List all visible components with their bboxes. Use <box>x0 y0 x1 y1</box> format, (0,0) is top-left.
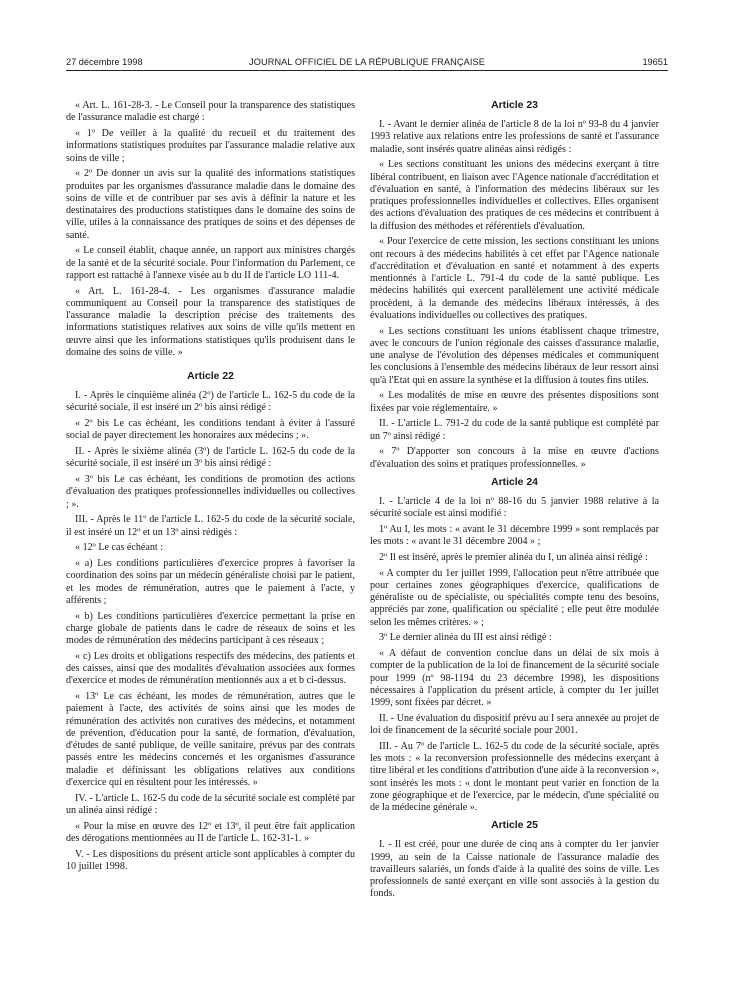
paragraph: I. - Il est créé, pour une durée de cinq ans à compter du 1er janvier 1999, au sein de la Caisse nationale de l'assurance maladie des travailleurs salariés, un fonds d'aide à la qualité des soins de ville. Les professionnels de santé exerçant en ville sont associés à la gestion du fonds. <box>370 839 659 900</box>
paragraph: I. - L'article 4 de la loi nº 88-16 du 5 janvier 1988 relative à la sécurité sociale est ainsi modifié : <box>370 495 659 519</box>
paragraph: II. - Après le sixième alinéa (3º) de l'article L. 162-5 du code de la sécurité sociale, il est inséré un 3º bis ainsi rédigé : <box>66 446 355 470</box>
paragraph: 3º Le dernier alinéa du III est ainsi rédigé : <box>379 632 552 644</box>
paragraph: « Les sections constituant les unions des médecins exerçant à titre libéral contribuent, en liaison avec l'Agence nationale d'accréditation et d'évaluation en santé, à l'information des médecins libéraux sur les pratiques professionnelles individuelles et collectives. Elles organisent des actions d'évaluation des pratiques de ces médecins et contribuent à la diffusion des méthodes et référentiels d'évaluation. <box>370 159 659 232</box>
paragraph: « 13º Le cas échéant, les modes de rémunération, autres que le paiement à l'acte, des activités de soins ainsi que les modes de rémunération des activités non curatives des médecins, et notamment de prévention, d'éducation pour la santé, de formation, d'évaluation, d'études de santé publique, de veille sanitaire, prévus par des contrats passés entre les médecins concernés et les organismes d'assurance maladie et définissant les obligations relatives aux conditions d'exercice qui en résultent pour les intéressés. » <box>66 691 355 788</box>
paragraph: « Pour l'exercice de cette mission, les sections constituant les unions ont recours à des médecins habilités à cet effet par l'Agence nationale d'accréditation et d'évaluation en santé et notamment à des experts mentionnés à l'article L. 791-4 du code de la santé publique. Les médecins habilités qui exercent parallèlement une activité médicale procèdent, à la demande des médecins libéraux intéressés, à des évaluations individuelles ou collectives des pratiques. <box>370 236 659 321</box>
header-journal-title: JOURNAL OFFICIEL DE LA RÉPUBLIQUE FRANÇAISE <box>249 57 485 67</box>
paragraph: I. - Avant le dernier alinéa de l'article 8 de la loi nº 93-8 du 4 janvier 1993 relative aux relations entre les professions de santé et l'assurance maladie, sont insérés quatre alinéas ainsi rédigés : <box>370 119 659 155</box>
paragraph: « Le conseil établit, chaque année, un rapport aux ministres chargés de la santé et de la sécurité sociale. Pour l'information du Parlement, ce rapport est rattaché à l'annexe visée au b du II de l'article LO 111-4. <box>66 245 355 281</box>
paragraph: « 2º De donner un avis sur la qualité des informations statistiques produites par les organismes d'assurance maladie dans le domaine des soins de ville et de contribuer par ses avis à définir la nature et les destinataires des productions statistiques dans le domaine des soins de ville, utiles à la connaissance des pratiques de soins et des dépenses de santé. <box>66 168 355 241</box>
paragraph: III. - Au 7º de l'article L. 162-5 du code de la sécurité sociale, après les mots : « la reconversion professionnelle des médecins exerçant à titre libéral et les conditions d'attribution d'une aide à la reconversion », sont insérés les mots : « dont le montant peut varier en fonction de la zone géographique et de l'exercice, par le médecin, d'une spécialité ou de la médecine générale ». <box>370 740 659 813</box>
paragraph: « A défaut de convention conclue dans un délai de six mois à compter de la publication de la loi de financement de la sécurité sociale pour 1999 (nº 98-1194 du 23 décembre 1998), les dispositions nécessaires à l'application du présent article, à compter du 1er juillet 1999, sont fixées par décret. » <box>370 648 659 708</box>
paragraph: I. - Après le cinquième alinéa (2º) de l'article L. 162-5 du code de la sécurité sociale, il est inséré un 2º bis ainsi rédigé : <box>66 390 355 414</box>
paragraph: « 7º D'apporter son concours à la mise en œuvre d'actions d'évaluation des soins et pratiques professionnelles. » <box>370 446 659 470</box>
article-23-title: Article 23 <box>491 100 538 111</box>
paragraph: « Art. L. 161-28-3. - Le Conseil pour la transparence des statistiques de l'assurance maladie est chargé : <box>66 100 355 124</box>
paragraph: IV. - L'article L. 162-5 du code de la sécurité sociale est complété par un alinéa ainsi rédigé : <box>66 792 355 816</box>
paragraph: 2º Il est inséré, après le premier alinéa du I, un alinéa ainsi rédigé : <box>379 551 648 563</box>
right-column <box>370 100 659 904</box>
paragraph: « 2º bis Le cas échéant, les conditions tendant à éviter à l'assuré social de payer directement les honoraires aux médecins ; ». <box>66 418 355 442</box>
header-page-number: 19651 <box>642 57 668 67</box>
paragraph: « 1º De veiller à la qualité du recueil et du traitement des informations statistiques produites par l'assurance maladie relative aux soins de ville ; <box>66 128 355 164</box>
header-date: 27 décembre 1998 <box>66 57 143 67</box>
paragraph: II. - Une évaluation du dispositif prévu au I sera annexée au projet de loi de financement de la sécurité sociale pour 2001. <box>370 712 659 736</box>
left-column <box>66 100 355 877</box>
paragraph: 1º Au I, les mots : « avant le 31 décembre 1999 » sont remplacés par les mots : « avant le 31 décembre 2004 » ; <box>370 523 659 547</box>
paragraph: « b) Les conditions particulières d'exercice permettant la prise en charge globale de patients dans le cadre de réseaux de soins et les modes de rémunération des médecins participant à ces réseaux ; <box>66 610 355 646</box>
paragraph: « c) Les droits et obligations respectifs des médecins, des patients et des caisses, ainsi que des modalités d'évaluation associées aux formes d'exercice et modes de rémunération mentionnés aux a et b ci-dessus. <box>66 650 355 687</box>
paragraph: « 12º Le cas échéant : <box>75 542 164 554</box>
article-25-title: Article 25 <box>491 820 538 832</box>
article-24-title: Article 24 <box>491 476 538 488</box>
paragraph: III. - Après le 11º de l'article L. 162-5 du code de la sécurité sociale, il est inséré un 12º et un 13º ainsi rédigés : <box>66 514 355 538</box>
article-22-title: Article 22 <box>187 371 234 382</box>
paragraph: « Les sections constituant les unions établissent chaque trimestre, avec le concours de l'union régionale des caisses d'assurance maladie, une analyse de l'évolution des dépenses médicales et communiquent les conclusions à l'ensemble des médecins libéraux de leur ressort ainsi qu'à l'Etat qui en assure la synthèse et la diffusion à toutes fins utiles. <box>370 325 659 386</box>
paragraph: « A compter du 1er juillet 1999, l'allocation peut n'être attribuée que pour certaines zones géographiques d'exercice, qualifications de généraliste ou de spécialiste, ou spécialités compte tenu des besoins, appréciés par zone, qualification ou spécialité ; elle peut être modulée selon les mêmes critères. » ; <box>370 567 659 628</box>
paragraph: II. - L'article L. 791-2 du code de la santé publique est complété par un 7º ainsi rédigé : <box>370 418 659 442</box>
paragraph: V. - Les dispositions du présent article sont applicables à compter du 10 juillet 1998. <box>66 848 355 872</box>
paragraph: « Pour la mise en œuvre des 12º et 13º, il peut être fait application des dérogations mentionnées au II de l'article L. 162-31-1. » <box>66 820 355 844</box>
paragraph: « 3º bis Le cas échéant, les conditions de promotion des actions d'évaluation des pratiques professionnelles individuelles ou collectives ; ». <box>66 474 355 510</box>
header-rule <box>66 70 668 71</box>
page-header <box>66 57 668 71</box>
paragraph: « Art. L. 161-28-4. - Les organismes d'assurance maladie communiquent au Conseil pour la transparence des statistiques de l'assurance maladie la description précise des traitements des informations statistiques relatives aux soins de ville qu'ils mettent en œuvre ainsi que les informations statistiques qu'ils produisent dans le domaine des soins de ville. » <box>66 285 355 358</box>
paragraph: « Les modalités de mise en œuvre des présentes dispositions sont fixées par voie réglementaire. » <box>370 390 659 414</box>
paragraph: « a) Les conditions particulières d'exercice propres à favoriser la coordination des soins par un médecin généraliste choisi par le patient, et les modes de rémunération, autres que le paiement à l'acte, y afférents ; <box>66 558 355 606</box>
